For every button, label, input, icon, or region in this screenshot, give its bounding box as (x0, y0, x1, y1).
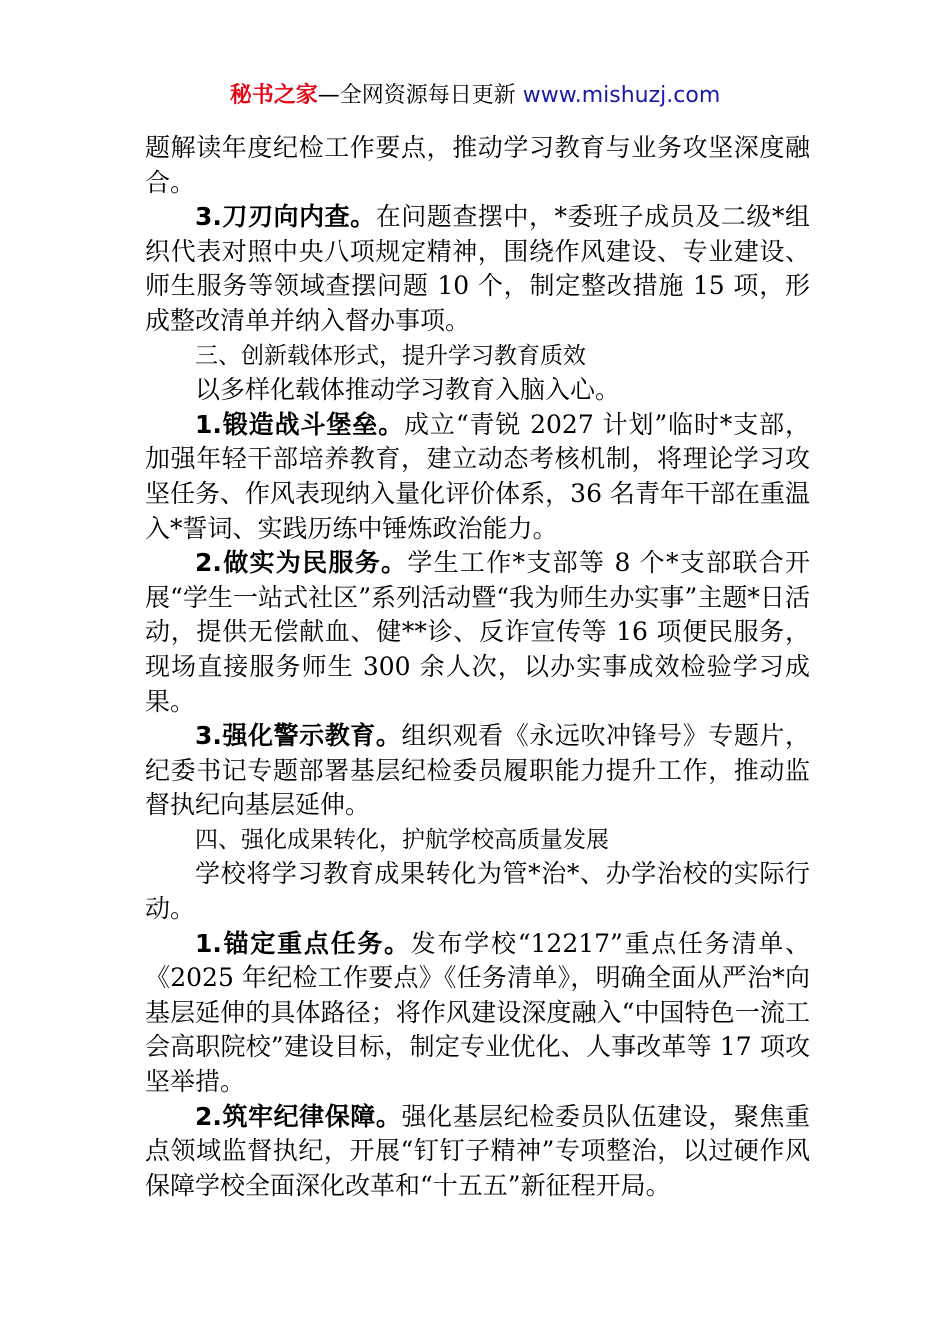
paragraph-text: 题解读年度纪检工作要点，推动学习教育与业务攻坚深度融合。 (145, 133, 810, 197)
paragraph-item (145, 927, 810, 1100)
section-heading: 三、创新载体形式，提升学习教育质效 (195, 342, 586, 369)
site-brand: 秘书之家 (229, 83, 318, 108)
paragraph-text: 强化基层纪检委员队伍建设，聚焦重点领域监督执纪，开展“钉钉子精神”专项整治，以过硬作风保障学校全面深化改革和“十五五”新征程开局。 (145, 1101, 810, 1200)
paragraph-continuation (145, 131, 810, 200)
site-header (0, 80, 950, 112)
paragraph-text: 在问题查摆中，*委班子成员及二级*组织代表对照中央八项规定精神，围绕作风建设、专业建设、师生服务等领域查摆问题 10 个，制定整改措施 15 项，形成整改清单并纳入督办事项。 (145, 202, 810, 335)
item-heading: 1.锻造战斗堡垒。 (195, 409, 405, 439)
item-heading: 3.刀刃向内查。 (195, 202, 376, 232)
paragraph-item (145, 408, 810, 546)
paragraph-text: 学生工作*支部等 8 个*支部联合开展“学生一站式社区”系列活动暨“我为师生办实事”主题*日活动，提供无偿献血、健**诊、反诈宣传等 16 项便民服务，现场直接服务师生 300 余人次，以办实事成效检验学习成果。 (145, 548, 810, 716)
paragraph-item (145, 1100, 810, 1204)
paragraph-text: 发布学校“12217”重点任务清单、《2025 年纪检工作要点》《任务清单》，明确全面从严治*向基层延伸的具体路径；将作风建设深度融入“中国特色一流工会高职院校”建设目标，制定专业优化、人事改革等 17 项攻坚举措。 (145, 928, 810, 1097)
section-intro: 以多样化载体推动学习教育入脑入心。 (195, 375, 621, 405)
paragraph-item (145, 200, 810, 338)
paragraph-item (145, 719, 810, 823)
item-heading: 2.做实为民服务。 (195, 548, 408, 578)
document-body (145, 131, 810, 1203)
section-intro: 学校将学习教育成果转化为管*治*、办学治校的实际行动。 (145, 859, 810, 924)
paragraph-text: 组织观看《永远吹冲锋号》专题片，纪委书记专题部署基层纪检委员履职能力提升工作，推动监督执纪向基层延伸。 (145, 721, 810, 820)
item-heading: 1.锚定重点任务。 (195, 928, 411, 958)
item-heading: 2.筑牢纪律保障。 (195, 1101, 402, 1131)
site-tagline: —全网资源每日更新 (317, 83, 523, 108)
paragraph-item (145, 546, 810, 719)
site-url-link[interactable]: www.mishuzj.com (522, 83, 721, 108)
item-heading: 3.强化警示教育。 (195, 721, 402, 751)
paragraph-text: 成立“青锐 2027 计划”临时*支部，加强年轻干部培养教育，建立动态考核机制，将理论学习攻坚任务、作风表现纳入量化评价体系，36 名青年干部在重温入*誓词、实践历练中锤炼政治能力。 (145, 409, 810, 543)
section-heading: 四、强化成果转化，护航学校高质量发展 (195, 826, 609, 853)
